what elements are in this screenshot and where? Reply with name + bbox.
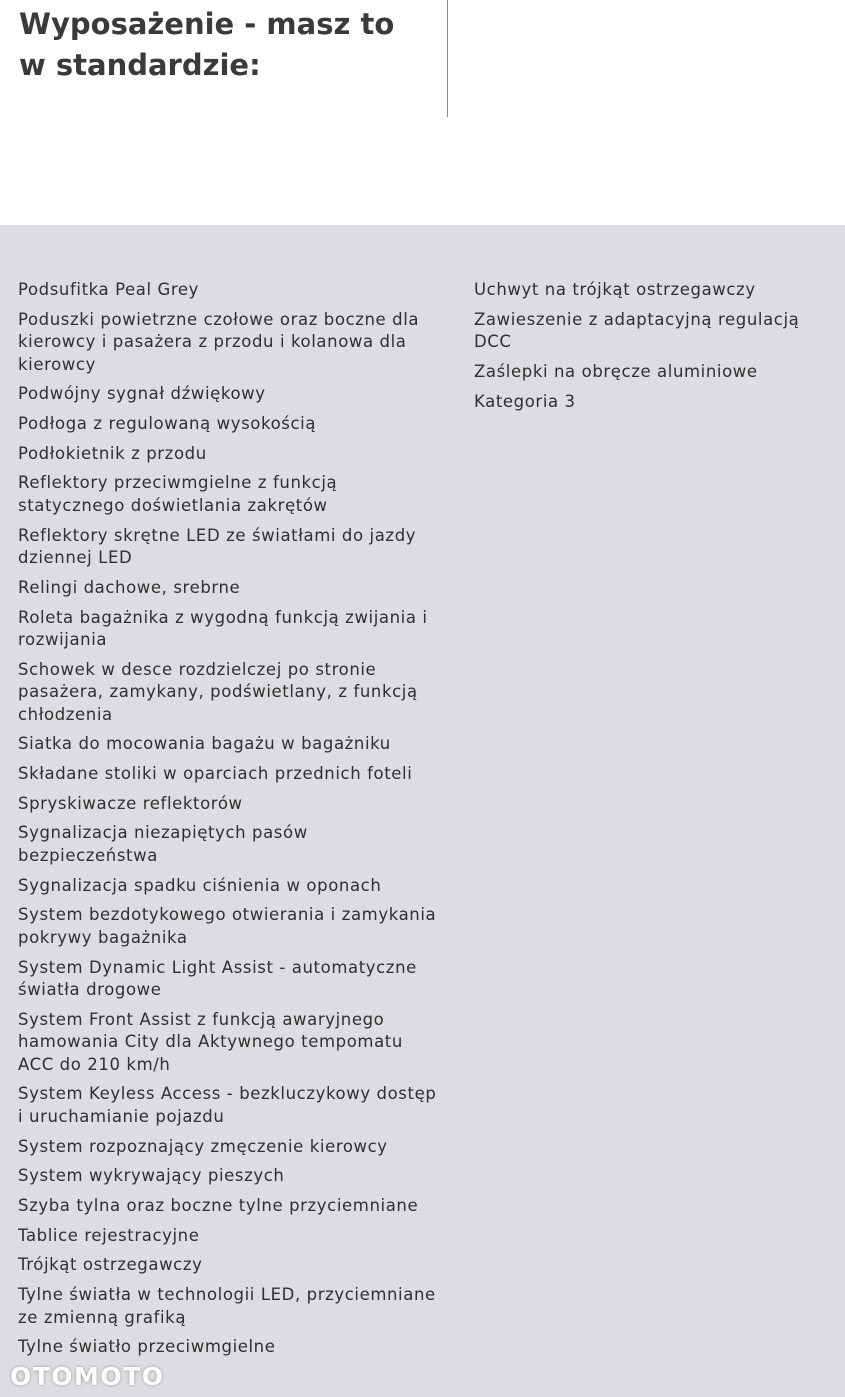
list-item: System wykrywający pieszych [18,1166,285,1186]
list-item: System bezdotykowego otwierania i zamykania pokrywy bagażnika [18,905,437,947]
list-item: Siatka do mocowania bagażu w bagażniku [18,734,391,754]
vertical-divider [447,0,448,117]
list-item: Relingi dachowe, srebrne [18,577,241,597]
otomoto-watermark: OTOMOTO [10,1362,165,1391]
list-item: Tablice rejestracyjne [18,1225,200,1245]
list-item: Spryskiwacze reflektorów [18,793,243,813]
list-item: Szyba tylna oraz boczne tylne przyciemniane [18,1195,419,1215]
list-item: Podłoga z regulowaną wysokością [18,414,317,434]
list-item: Podwójny sygnał dźwiękowy [18,384,266,404]
list-item: Sygnalizacja spadku ciśnienia w oponach [18,875,382,895]
list-item: System Dynamic Light Assist - automatyczne światła drogowe [18,957,417,999]
equipment-list-right [474,279,834,420]
list-item: Zaślepki na obręcze aluminiowe [474,361,758,381]
list-item: Uchwyt na trójkąt ostrzegawczy [474,280,756,299]
list-item: System Keyless Access - bezkluczykowy dostęp i uruchamianie pojazdu [18,1084,437,1126]
list-item: Tylne światła w technologii LED, przyciemniane ze zmienną grafiką [18,1285,436,1327]
list-item: Reflektory przeciwmgielne z funkcją statycznego doświetlania zakrętów [18,473,338,515]
list-item: Roleta bagażnika z wygodną funkcją zwijania i rozwijania [18,607,428,649]
list-item: Kategoria 3 [474,391,576,411]
list-item: Zawieszenie z adaptacyjną regulacją DCC [474,309,800,352]
equipment-list-left [18,279,438,1366]
list-item: Podłokietnik z przodu [18,443,207,463]
list-item: Sygnalizacja niezapiętych pasów bezpieczeństwa [18,823,308,865]
header-section [0,0,845,225]
list-item: Poduszki powietrzne czołowe oraz boczne dla kierowcy i pasażera z przodu i kolanowa dla kierowcy [18,309,420,374]
list-item: Składane stoliki w oparciach przednich foteli [18,764,413,784]
list-item: Tylne światło przeciwmgielne [18,1337,276,1357]
list-item: Trójkąt ostrzegawczy [18,1255,203,1275]
list-item: Schowek w desce rozdzielczej po stronie pasażera, zamykany, podświetlany, z funkcją chłodzenia [18,659,418,724]
list-item: System rozpoznający zmęczenie kierowcy [18,1136,388,1156]
equipment-panel [0,225,845,1397]
page-title: Wyposażenie - masz to w standardzie: [19,7,395,82]
list-item: Podsufitka Peal Grey [18,280,200,299]
list-item: System Front Assist z funkcją awaryjnego hamowania City dla Aktywnego tempomatu ACC do 210 km/h [18,1009,403,1074]
list-item: Reflektory skrętne LED ze światłami do jazdy dziennej LED [18,525,417,568]
